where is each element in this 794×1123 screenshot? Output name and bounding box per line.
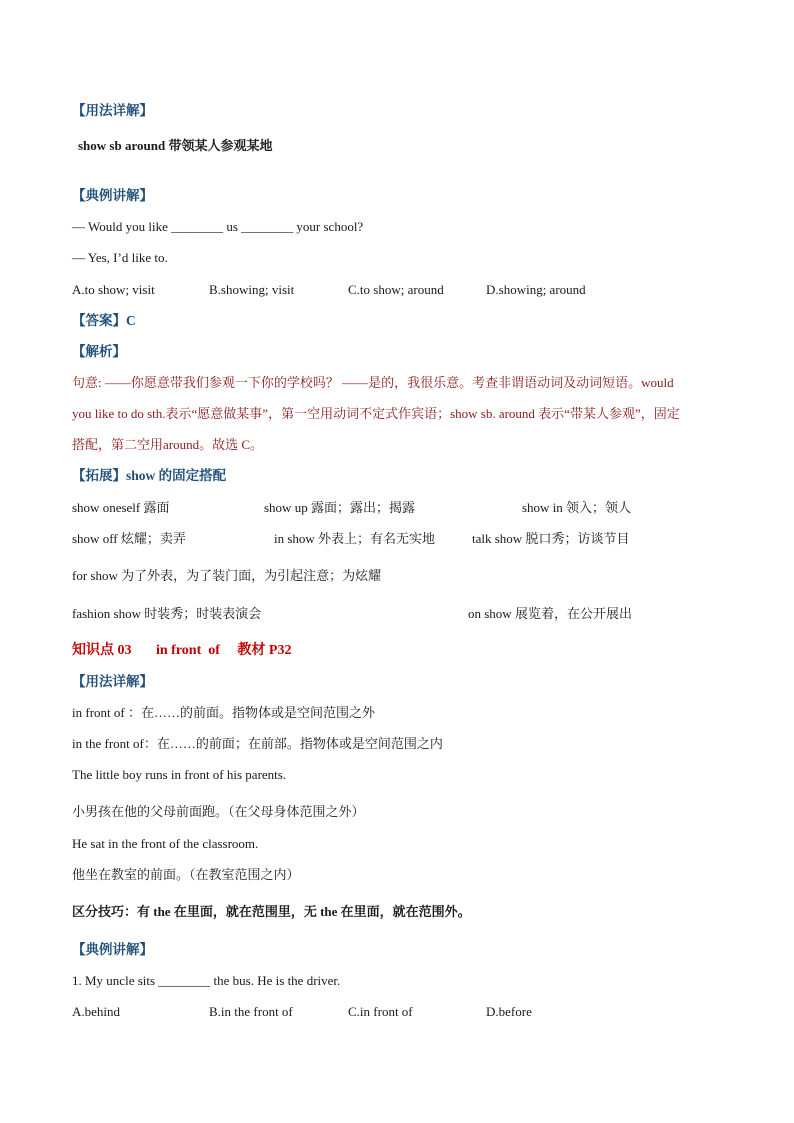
analysis-heading: 【解析】 — [72, 344, 126, 359]
extend-item: show up 露面；露出；揭露 — [264, 500, 415, 515]
question-line-1: — Would you like ________ us ________ your school? — [72, 219, 364, 234]
analysis-line: you like to do sth.表示“愿意做某事”，第一空用动词不定式作宾语；show sb. around 表示“带某人参观”，固定 — [72, 406, 680, 421]
example-sentence-en: The little boy runs in front of his parents. — [72, 767, 287, 782]
extend-item: fashion show 时装秀；时装表演会 — [72, 606, 262, 621]
example-sentence-cn: 他坐在教室的前面。（在教室范围之内） — [72, 867, 300, 882]
extend-item: for show 为了外表，为了装门面，为引起注意；为炫耀 — [72, 568, 382, 583]
example-sentence-en: He sat in the front of the classroom. — [72, 836, 259, 851]
extend-item: in show 外表上；有名无实地 — [274, 531, 436, 546]
option-b: B.in the front of — [209, 1004, 293, 1019]
option-b: B.showing; visit — [209, 282, 295, 297]
question-line: 1. My uncle sits ________ the bus. He is the driver. — [72, 973, 341, 988]
extend-item: show oneself 露面 — [72, 500, 170, 515]
option-c: C.to show; around — [348, 282, 444, 297]
answer-line: 【答案】C — [72, 313, 136, 328]
option-a: A.to show; visit — [72, 282, 155, 297]
distinguish-tip: 区分技巧：有 the 在里面，就在范围里，无 the 在里面，就在范围外。 — [72, 904, 471, 919]
extend-heading: 【拓展】show 的固定搭配 — [72, 468, 227, 483]
example-heading: 【典例讲解】 — [72, 188, 153, 203]
extend-item: show in 领入；领人 — [522, 500, 632, 515]
definition-line: in the front of：在……的前面；在前部。指物体或是空间范围之内 — [72, 736, 443, 751]
extend-item: talk show 脱口秀；访谈节目 — [472, 531, 630, 546]
option-d: D.before — [486, 1004, 532, 1019]
analysis-line: 搭配，第二空用around。故选 C。 — [72, 437, 264, 452]
option-c: C.in front of — [348, 1004, 413, 1019]
knowledge-point-title: 知识点 03 in front of 教材 P32 — [72, 643, 292, 658]
example-sentence-cn: 小男孩在他的父母前面跑。（在父母身体范围之外） — [72, 804, 365, 819]
extend-item: on show 展览着，在公开展出 — [468, 606, 632, 621]
analysis-line: 句意: ——你愿意带我们参观一下你的学校吗？ ——是的，我很乐意。考查非谓语动词及动词短语。would — [72, 375, 674, 390]
example-heading: 【典例讲解】 — [72, 942, 153, 957]
question-line-2: — Yes, I’d like to. — [72, 250, 168, 265]
usage-heading: 【用法详解】 — [72, 103, 153, 118]
definition-line: in front of ：在……的前面。指物体或是空间范围之外 — [72, 705, 375, 720]
option-d: D.showing; around — [486, 282, 586, 297]
option-a: A.behind — [72, 1004, 121, 1019]
extend-item: show off 炫耀；卖弄 — [72, 531, 186, 546]
usage-line: show sb around 带领某人参观某地 — [78, 138, 273, 153]
usage-heading: 【用法详解】 — [72, 674, 153, 689]
